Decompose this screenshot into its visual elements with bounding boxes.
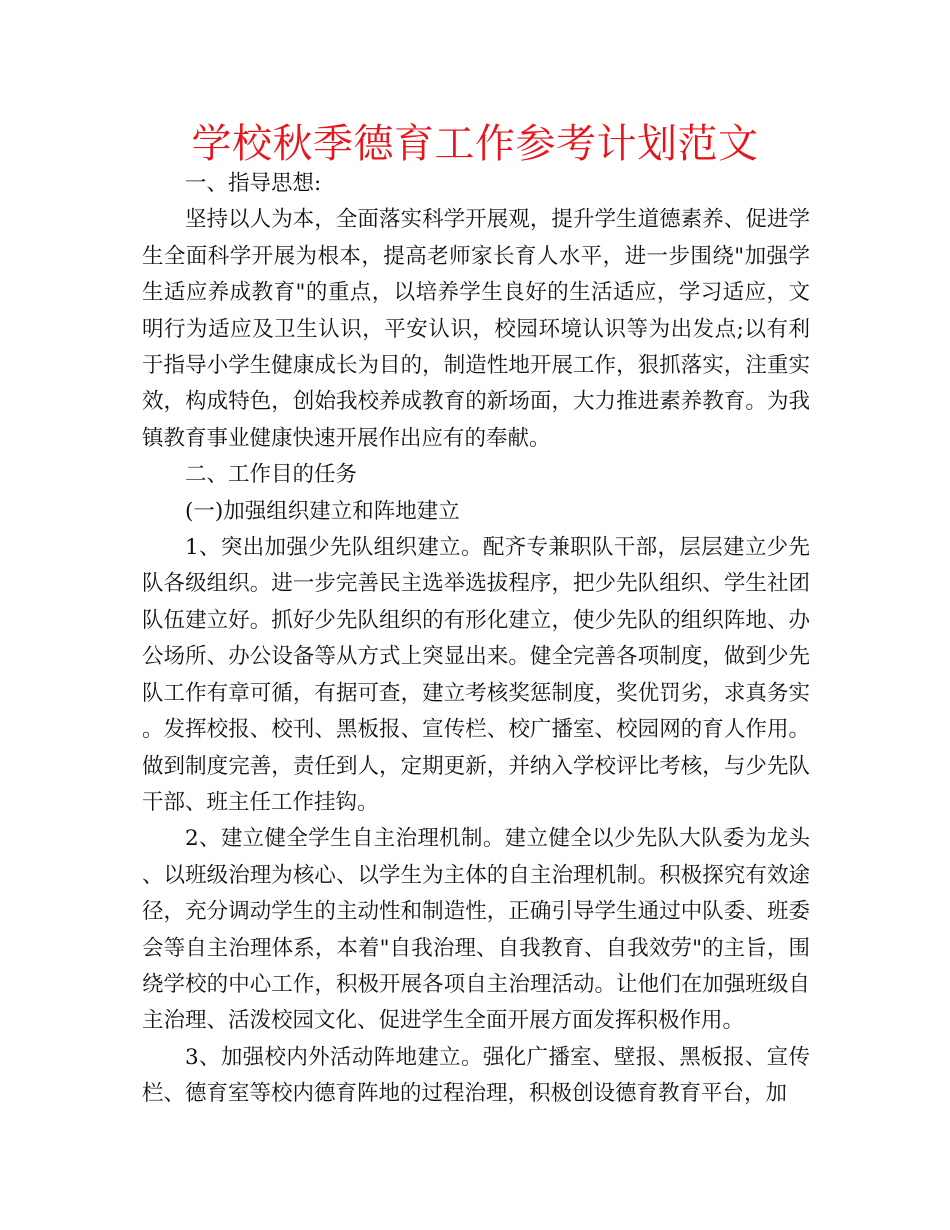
section-heading-guiding-thought: 一、指导思想: xyxy=(185,171,322,196)
paragraph-item-1: 1、突出加强少先队组织建立。配齐专兼职队干部，层层建立少先队各级组织。进一步完善民主选举选拔程序，把少先队组织、学生社团队伍建立好。抓好少先队组织的有形化建立，使少先队的组织阵地、办公场所、办公设备等从方式上突显出来。健全完善各项制度，做到少先队工作有章可循，有据可查，建立考核奖惩制度，奖优罚劣，求真务实。发挥校报、校刊、黑板报、宣传栏、校广播室、校园网的育人作用。做到制度完善，责任到人，定期更新，并纳入学校评比考核，与少先队干部、班主任工作挂钩。 xyxy=(142,535,810,815)
paragraph-item-2: 2、建立健全学生自主治理机制。建立健全以少先队大队委为龙头、以班级治理为核心、以学生为主体的自主治理机制。积极探究有效途径，充分调动学生的主动性和制造性，正确引导学生通过中队委、班委会等自主治理体系，本着"自我治理、自我教育、自我效劳"的主旨，围绕学校的中心工作，积极开展各项自主治理活动。让他们在加强班级自主治理、活泼校园文化、促进学生全面开展方面发挥积极作用。 xyxy=(142,826,810,1034)
paragraph-item-3: 3、加强校内外活动阵地建立。强化广播室、壁报、黑板报、宣传栏、德育室等校内德育阵地的过程治理，积极创设德育教育平台，加 xyxy=(142,1044,810,1107)
section-heading-work-goals: 二、工作目的任务 xyxy=(185,462,358,488)
subsection-heading-organization: (一)加强组织建立和阵地建立 xyxy=(185,498,460,524)
document-body xyxy=(142,166,810,1113)
document-title: 学校秋季德育工作参考计划范文 xyxy=(191,121,759,167)
paragraph-guiding-thought: 坚持以人为本，全面落实科学开展观，提升学生道德素养、促进学生全面科学开展为根本，提高老师家长育人水平，进一步围绕"加强学生适应养成教育"的重点，以培养学生良好的生活适应，学习适应，文明行为适应及卫生认识，平安认识，校园环境认识等为出发点;以有利于指导小学生健康成长为目的，制造性地开展工作，狠抓落实，注重实效，构成特色，创始我校养成教育的新场面，大力推进素养教育。为我镇教育事业健康快速开展作出应有的奉献。 xyxy=(142,207,810,451)
